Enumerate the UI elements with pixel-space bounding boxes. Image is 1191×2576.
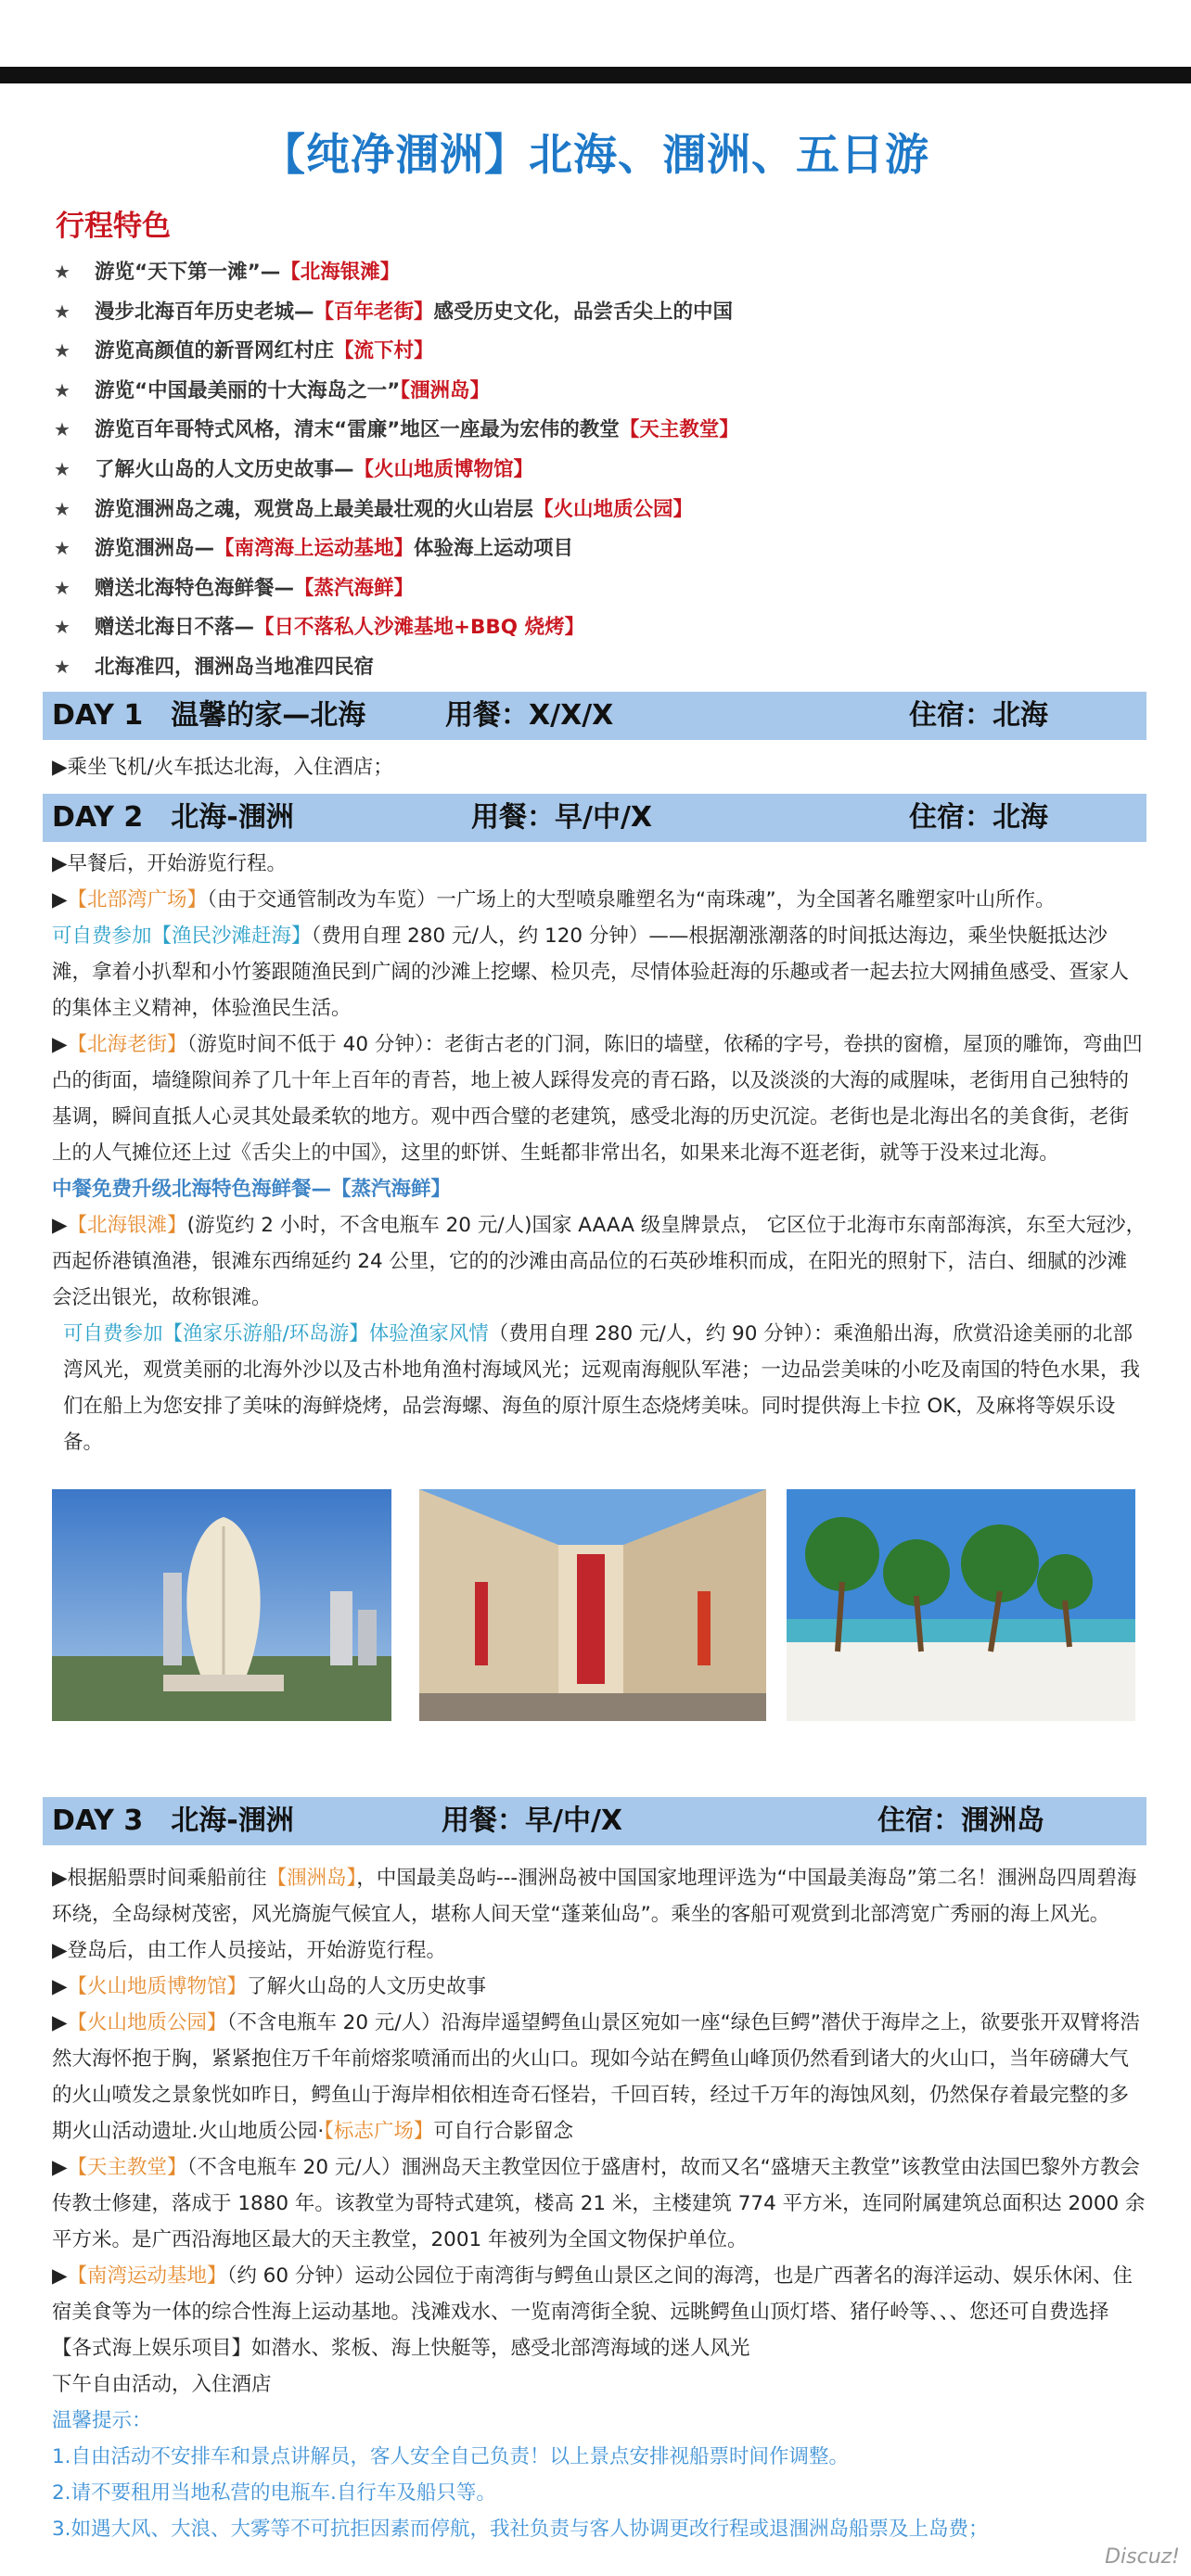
feature-note: ★ 北海准四，涠洲岛当地准四民宿 [54,655,375,679]
day3-p2: ▶登岛后，由工作人员接站，开始游览行程。 [52,1939,447,1962]
day1-line: ▶乘坐飞机/火车抵达北海，入住酒店； [52,756,393,779]
feature-item: ★ 赠送北海特色海鲜餐—【蒸汽海鲜】 [54,576,415,600]
day3-p4: ▶【火山地质公园】（不含电瓶车 20 元/人）沿海岸遥望鳄鱼山景区宛如一座“绿色巨鳄”潜伏于海岸之上，欲要张开双臂将浩然大海怀抱于胸，紧紧抱住万千年前熔浆喷涌而出的火山口。现如今站在鳄鱼山峰顶仍然看到诸大的火山口，当年磅礴大气的火山喷发之景象恍如昨日，鳄鱼山于海岸相依相连奇石怪岩，千回百转，经过千万年的海蚀风刻，仍然保存着最完整的多期火山活动遗址.火山地质公园·【标志广场】可自行合影留念 [52,2011,1140,2143]
feature-item: ★ 游览“中国最美丽的十大海岛之一”【涠洲岛】 [54,378,491,402]
day2-meal: 用餐：早/中/X [471,801,653,834]
day1-stay: 住宿：北海 [909,699,1048,732]
day2-stay: 住宿：北海 [909,801,1048,834]
feature-item: ★ 游览涠洲岛之魂，观赏岛上最美最壮观的火山岩层【火山地质公园】 [54,497,694,521]
day2-p7: 可自费参加【渔家乐游船/环岛游】体验渔家风情（费用自理 280 元/人，约 90 分钟）：乘渔船出海，欣赏沿途美丽的北部湾风光，观赏美丽的北海外沙以及古朴地角渔村海域风光；远观南海舰队军港；一边品尝美味的小吃及南国的特色水果，我们在船上为您安排了美味的海鲜烧烤，品尝海螺、海鱼的原汁原生态烧烤美味。同时提供海上卡拉 OK，及麻将等娱乐设备。 [63,1322,1141,1454]
day1-body [52,749,1146,785]
sculpture-photo [52,1489,391,1721]
tip-item: 2.请不要租用当地私营的电瓶车.自行车及船只等。 [52,2481,496,2505]
day3-body [52,1860,1146,2547]
feature-item: ★ 游览涠洲岛—【南湾海上运动基地】体验海上运动项目 [54,537,574,561]
feature-item: ★ 游览“天下第一滩”—【北海银滩】 [54,261,401,284]
tips-heading: 温馨提示： [52,2409,152,2432]
day3-title: DAY 3 北海-涠洲 [52,1804,294,1837]
features-list [54,252,1148,687]
day2-p6: ▶【北海银滩】(游览约 2 小时，不含电瓶车 20 元/人)国家 AAAA 级皇牌景点， 它区位于北海市东南部海滨，东至大冠沙，西起侨港镇渔港，银滩东西绵延约 24 公里，它的的沙滩由高品位的石英砂堆积而成，在阳光的照射下，洁白、细腻的沙滩会泛出银光，故称银滩。 [52,1214,1146,1309]
feature-item: ★ 了解火山岛的人文历史故事—【火山地质博物馆】 [54,457,534,481]
feature-item: ★ 游览百年哥特式风格，清末“雷廉”地区一座最为宏伟的教堂【天主教堂】 [54,418,739,442]
feature-item: ★ 漫步北海百年历史老城—【百年老街】感受历史文化，品尝舌尖上的中国 [54,300,734,324]
beach-photo [787,1489,1135,1721]
day3-p7: 下午自由活动，入住酒店 [52,2373,272,2396]
day2-p1: ▶早餐后，开始游览行程。 [52,852,288,875]
feature-item: ★ 游览高颜值的新晋网红村庄【流下村】 [54,339,434,363]
feature-item: ★ 赠送北海日不落—【日不落私人沙滩基地+BBQ 烧烤】 [54,616,585,640]
tip-item: 3.如遇大风、大浪、大雾等不可抗拒因素而停航，我社负责与客人协调更改行程或退涠洲岛船票及上岛费； [52,2518,989,2541]
day3-p6: ▶【南湾运动基地】（约 60 分钟）运动公园位于南湾街与鳄鱼山景区之间的海湾，也是广西著名的海洋运动、娱乐休闲、住宿美食等为一体的综合性海上运动基地。浅滩戏水、一览南湾街全貌、远眺鳄鱼山顶灯塔、猪仔岭等、、、您还可自费选择【各式海上娱乐项目】如潜水、浆板、海上快艇等，感受北部湾海域的迷人风光 [52,2264,1133,2360]
day2-p5: 中餐免费升级北海特色海鲜餐—【蒸汽海鲜】 [52,1178,452,1201]
day2-title: DAY 2 北海-涠洲 [52,801,294,834]
watermark: Discuz! [1105,2545,1180,2569]
old-street-photo [419,1489,766,1721]
day2-body [52,846,1146,1460]
day3-header [43,1797,1146,1845]
top-header-bar [0,0,1191,83]
day3-p5: ▶【天主教堂】（不含电瓶车 20 元/人）涠洲岛天主教堂因位于盛唐村，故而又名“盛塘天主教堂”该教堂由法国巴黎外方教会传教士修建，落成于 1880 年。该教堂为哥特式建筑，楼高 21 米，主楼建筑 774 平方米，连同附属建筑总面积达 2000 余平方米。是广西沿海地区最大的天主教堂，2001 年被列为全国文物保护单位。 [52,2156,1146,2251]
day2-p2: ▶【北部湾广场】（由于交通管制改为车览）一广场上的大型喷泉雕塑名为“南珠魂”，为全国著名雕塑家叶山所作。 [52,888,1056,912]
day3-p3: ▶【火山地质博物馆】了解火山岛的人文历史故事 [52,1975,487,1998]
day2-p4: ▶【北海老街】（游览时间不低于 40 分钟）：老街古老的门洞，陈旧的墙壁，依稀的字号，卷拱的窗檐，屋顶的雕饰，弯曲凹凸的街面，墙缝隙间养了几十年上百年的青苔，地上被人踩得发亮的青石路，以及淡淡的大海的咸腥味，老街用自己独特的基调，瞬间直抵人心灵其处最柔软的地方。观中西合璧的老建筑，感受北海的历史沉淀。老街也是北海出名的美食街，老街上的人气摊位还上过《舌尖上的中国》，这里的虾饼、生蚝都非常出名，如果来北海不逛老街，就等于没来过北海。 [52,1033,1143,1165]
day1-title: DAY 1 温馨的家—北海 [52,699,366,732]
tip-item: 1.自由活动不安排车和景点讲解员，客人安全自己负责！以上景点安排视船票时间作调整。 [52,2445,850,2468]
features-heading: 行程特色 [56,210,171,243]
day3-stay: 住宿：涠洲岛 [877,1804,1044,1837]
day3-meal: 用餐：早/中/X [442,1804,623,1837]
day1-meal: 用餐：X/X/X [445,699,614,732]
day2-header [43,794,1146,842]
day2-p3: 可自费参加【渔民沙滩赶海】（费用自理 280 元/人，约 120 分钟）——根据潮涨潮落的时间抵达海边，乘坐快艇抵达沙滩，拿着小扒犁和小竹篓跟随渔民到广阔的沙滩上挖螺、检贝壳，尽情体验赶海的乐趣或者一起去拉大网捕鱼感受、疍家人的集体主义精神，体验渔民生活。 [52,925,1130,1020]
day3-p1: ▶根据船票时间乘船前往【涠洲岛】，中国最美岛屿---涠洲岛被中国国家地理评选为“中国最美海岛”第二名！涠洲岛四周碧海环绕，全岛绿树茂密，风光旖旎气候宜人，堪称人间天堂“蓬莱仙岛”。乘坐的客船可观赏到北部湾宽广秀丽的海上风光。 [52,1867,1137,1926]
day1-header [43,692,1146,740]
page-title: 【纯净涠洲】北海、涠洲、五日游 [262,130,929,181]
